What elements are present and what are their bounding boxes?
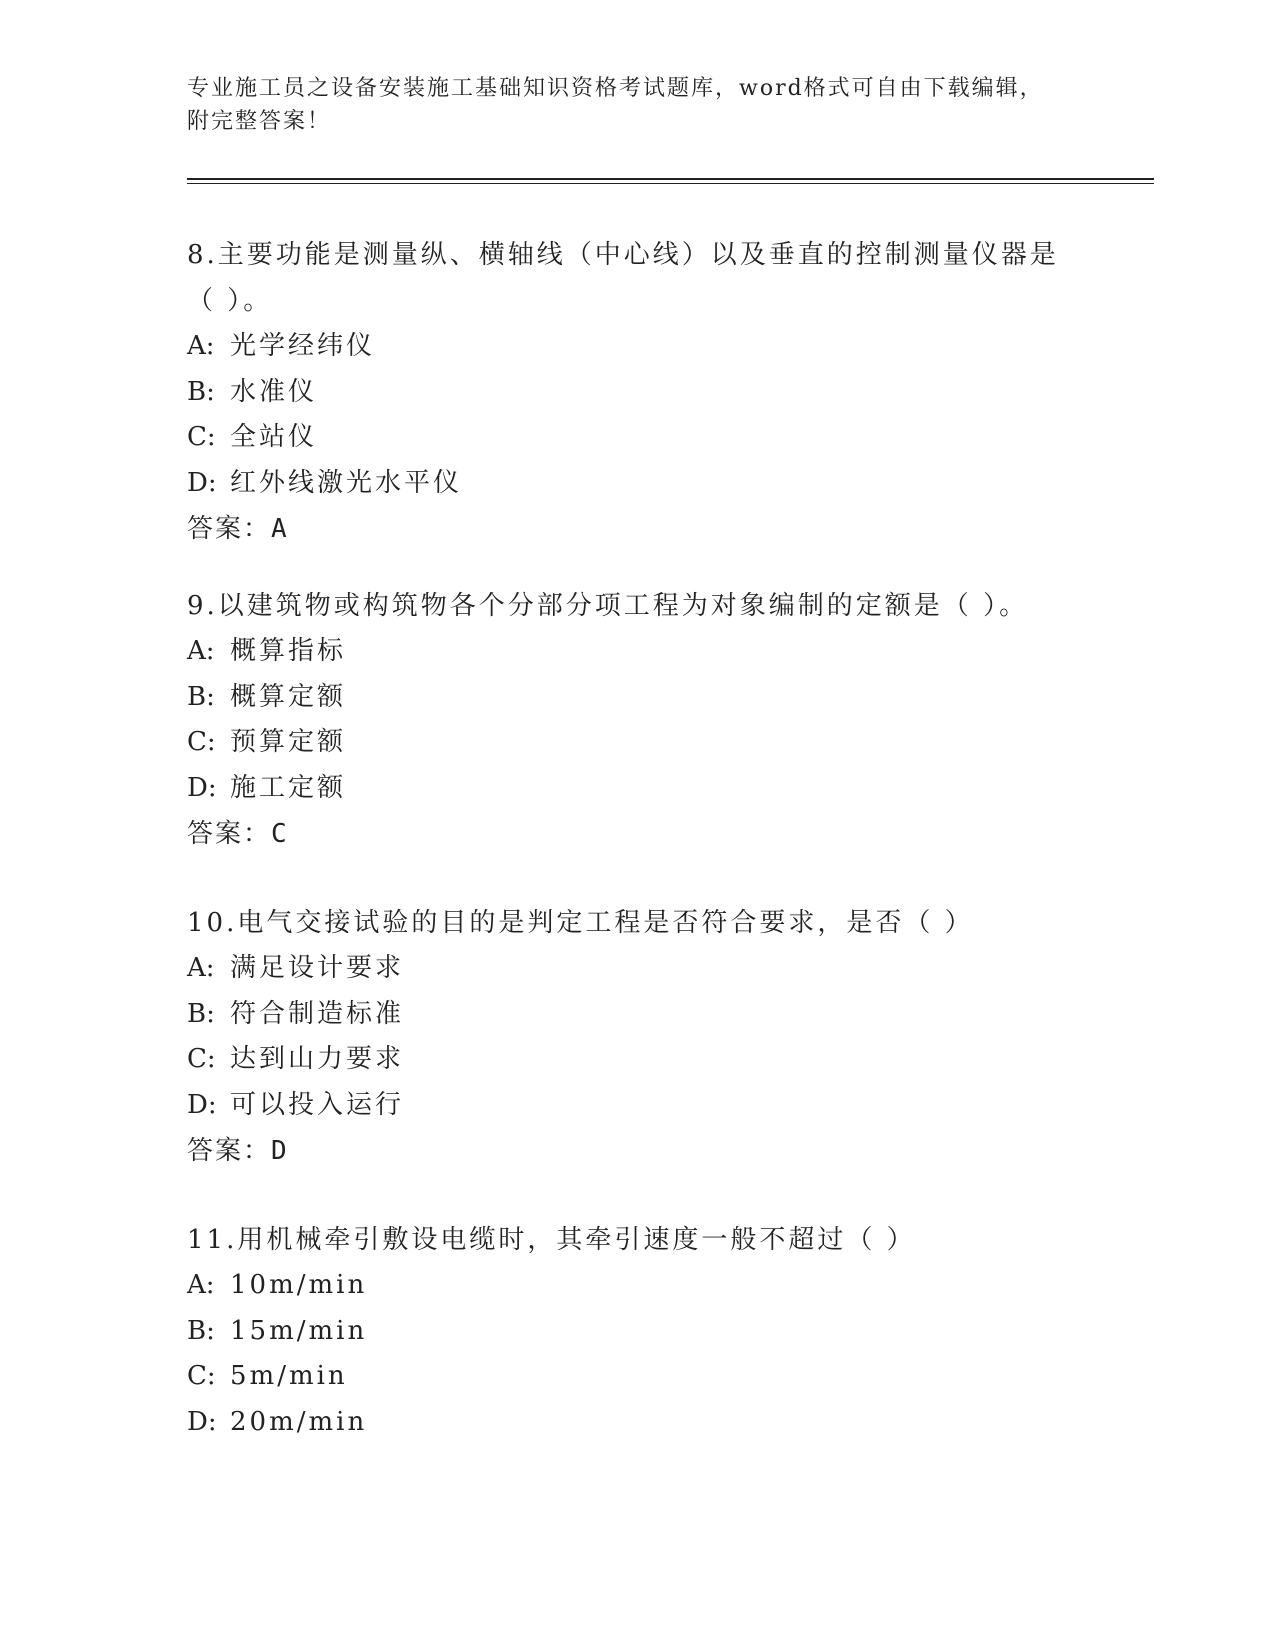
option-text: 满足设计要求: [230, 953, 405, 983]
answer-value: A: [271, 514, 289, 544]
question-stem: 8.主要功能是测量纵、横轴线（中心线）以及垂直的控制测量仪器是（ ）。: [187, 240, 1059, 316]
option-text: 5m/min: [230, 1361, 348, 1391]
option-key: D:: [187, 467, 217, 498]
option-a: [187, 629, 1067, 675]
option-c: [187, 415, 1067, 461]
answer-label: 答案：: [187, 1136, 272, 1166]
answer-label: 答案：: [187, 819, 272, 849]
question-8: [187, 232, 1067, 552]
answer-line: [187, 1128, 1067, 1174]
document-header: [187, 72, 1067, 138]
option-b: [187, 370, 1067, 416]
option-d: [187, 1083, 1067, 1129]
option-key: C:: [187, 1044, 216, 1074]
option-text: 15m/min: [230, 1315, 368, 1346]
option-key: A:: [187, 1270, 215, 1300]
header-divider-thin: [187, 183, 1154, 184]
option-text: 10m/min: [230, 1270, 368, 1300]
option-key: A:: [187, 636, 215, 666]
option-a: [187, 1263, 1067, 1309]
option-key: D:: [187, 772, 217, 803]
answer-line: [187, 811, 1067, 857]
option-key: A:: [187, 953, 215, 983]
option-text: 红外线激光水平仪: [230, 467, 463, 498]
header-divider-thick: [187, 178, 1154, 180]
option-text: 水准仪: [230, 376, 318, 407]
answer-line: [187, 506, 1067, 552]
option-text: 可以投入运行: [230, 1089, 405, 1120]
option-c: [187, 720, 1067, 766]
option-key: D:: [187, 1089, 217, 1120]
option-text: 预算定额: [230, 727, 347, 757]
option-a: [187, 946, 1067, 992]
header-line-1: 专业施工员之设备安装施工基础知识资格考试题库，word格式可自由下载编辑，: [187, 76, 1044, 101]
option-key: B:: [187, 1315, 215, 1346]
question-stem: 9.以建筑物或构筑物各个分部分项工程为对象编制的定额是（ ）。: [187, 591, 1029, 621]
option-key: A:: [187, 331, 215, 361]
option-d: [187, 766, 1067, 812]
option-text: 概算指标: [230, 636, 347, 666]
option-key: B:: [187, 376, 215, 407]
answer-label: 答案：: [187, 514, 272, 544]
option-a: [187, 324, 1067, 370]
option-text: 光学经纬仪: [230, 331, 376, 361]
option-d: [187, 1400, 1067, 1446]
option-key: C:: [187, 422, 216, 452]
header-line-2: 附完整答案！: [187, 109, 332, 134]
question-11: [187, 1217, 1067, 1445]
option-d: [187, 461, 1067, 507]
question-stem: 11.用机械牵引敷设电缆时，其牵引速度一般不超过（ ）: [187, 1225, 916, 1255]
option-text: 符合制造标准: [230, 998, 405, 1029]
option-b: [187, 1309, 1067, 1355]
option-key: C:: [187, 727, 216, 757]
question-10: [187, 900, 1067, 1174]
question-stem: 10.电气交接试验的目的是判定工程是否符合要求，是否（ ）: [187, 908, 974, 938]
option-c: [187, 1037, 1067, 1083]
option-text: 达到山力要求: [230, 1044, 405, 1074]
answer-value: D: [271, 1136, 289, 1166]
option-b: [187, 675, 1067, 721]
option-key: B:: [187, 998, 215, 1029]
option-key: B:: [187, 681, 215, 712]
option-key: C:: [187, 1361, 216, 1391]
answer-value: C: [271, 819, 289, 849]
question-9: [187, 583, 1067, 857]
option-key: D:: [187, 1406, 217, 1437]
option-text: 概算定额: [230, 681, 347, 712]
option-c: [187, 1354, 1067, 1400]
option-text: 施工定额: [230, 772, 347, 803]
option-text: 20m/min: [230, 1406, 368, 1437]
option-text: 全站仪: [230, 422, 318, 452]
option-b: [187, 992, 1067, 1038]
